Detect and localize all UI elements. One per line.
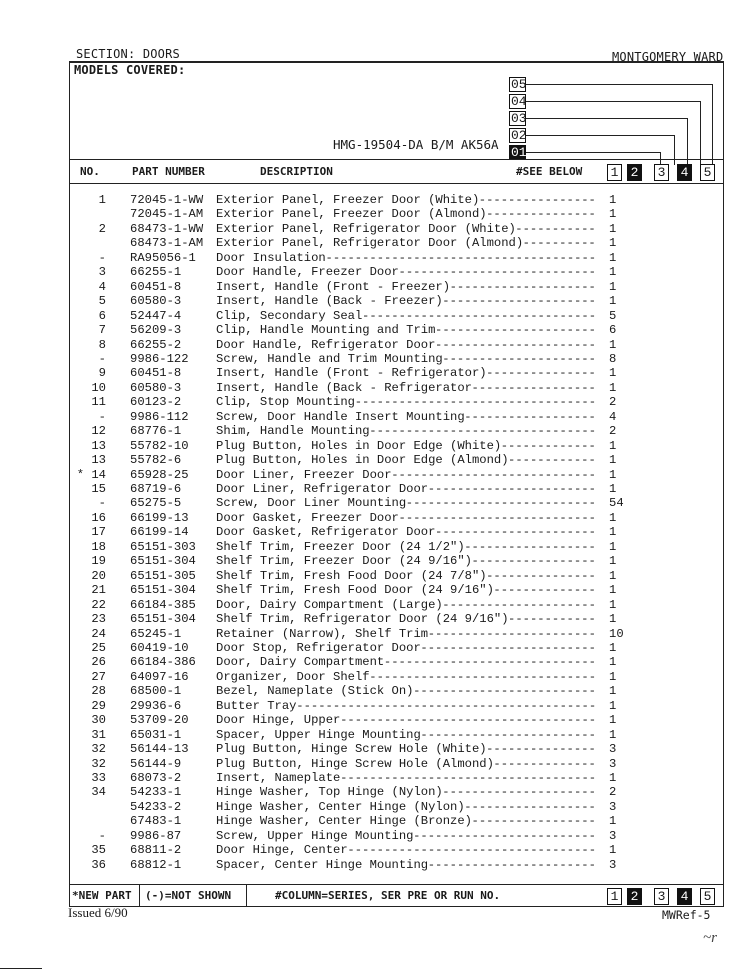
item-number: 21 bbox=[91, 583, 106, 598]
part-number: 56209-3 bbox=[130, 323, 182, 338]
leader-dashes: -------------------- bbox=[449, 279, 596, 294]
series-bracket-line bbox=[526, 84, 712, 85]
quantity: 1 bbox=[609, 438, 617, 453]
series-code-box: 01 bbox=[511, 145, 527, 160]
item-number: 25 bbox=[91, 640, 106, 655]
part-description: Exterior Panel, Refrigerator Door (White) bbox=[216, 221, 516, 236]
part-number: 60580-3 bbox=[130, 380, 182, 395]
leader-dashes: --------------------- bbox=[442, 294, 596, 309]
quantity: 1 bbox=[609, 236, 617, 251]
quantity: 1 bbox=[609, 337, 617, 352]
part-description: Door Liner, Refrigerator Door bbox=[216, 482, 429, 496]
part-description: Shelf Trim, Fresh Food Door (24 9/16") bbox=[216, 583, 494, 598]
item-number: 7 bbox=[98, 323, 106, 338]
leader-dashes: -------------- bbox=[493, 583, 596, 598]
series-bracket-drop bbox=[687, 118, 688, 165]
col-part-number-header: PART NUMBER bbox=[132, 165, 205, 178]
quantity: 1 bbox=[609, 207, 617, 222]
leader-dashes: ----------------- bbox=[471, 554, 596, 569]
series-bracket-line bbox=[526, 152, 660, 153]
leader-dashes: --------------------- bbox=[442, 351, 596, 366]
item-number: 23 bbox=[91, 612, 106, 627]
part-number: 66199-14 bbox=[130, 525, 189, 540]
leader-dashes: -------------------------- bbox=[405, 496, 596, 511]
leader-dashes: ------------------------- bbox=[413, 828, 596, 843]
item-number: 20 bbox=[91, 568, 106, 583]
quantity: 1 bbox=[609, 221, 617, 236]
part-description: Spacer, Upper Hinge Mounting bbox=[216, 727, 421, 742]
leader-dashes: ----------------------------- bbox=[383, 655, 596, 670]
quantity: 1 bbox=[609, 554, 617, 569]
leader-dashes: ----------- bbox=[515, 221, 596, 236]
part-description: Exterior Panel, Freezer Door (Almond) bbox=[216, 207, 487, 222]
leader-dashes: -------------------------------- bbox=[362, 308, 597, 323]
part-description: Shelf Trim, Freezer Door (24 9/16") bbox=[216, 554, 472, 569]
part-description: Insert, Handle (Front - Refrigerator) bbox=[216, 366, 487, 381]
leader-dashes: ------------- bbox=[500, 438, 596, 453]
quantity: 1 bbox=[609, 684, 617, 699]
part-description: Butter Tray bbox=[216, 698, 297, 713]
reference-code: MWRef-5 bbox=[662, 908, 711, 922]
series-bracket-drop bbox=[674, 135, 675, 165]
part-description: Insert, Handle (Back - Refrigerator bbox=[216, 380, 472, 395]
quantity: 1 bbox=[609, 583, 617, 598]
part-number: 68473-1-AM bbox=[130, 236, 204, 251]
part-description: Door Gasket, Refrigerator Door bbox=[216, 525, 436, 540]
item-number: 24 bbox=[91, 626, 106, 641]
part-number: 72045-1-WW bbox=[130, 193, 204, 207]
part-number: RA95056-1 bbox=[130, 250, 196, 265]
item-number: 15 bbox=[91, 482, 106, 496]
part-description: Insert, Nameplate bbox=[216, 771, 341, 785]
leader-dashes: ----------------------- bbox=[427, 482, 596, 496]
item-number: 12 bbox=[91, 424, 106, 439]
part-number: 66199-13 bbox=[130, 510, 189, 525]
part-description: Door Stop, Refrigerator Door bbox=[216, 640, 421, 655]
quantity: 1 bbox=[609, 510, 617, 525]
quantity: 1 bbox=[609, 771, 617, 785]
item-number: - bbox=[98, 496, 106, 511]
leader-dashes: ------------------------- bbox=[413, 684, 596, 699]
leader-dashes: ---------- bbox=[522, 236, 596, 251]
part-number: 54233-2 bbox=[130, 799, 182, 814]
item-number: 11 bbox=[91, 395, 106, 410]
item-number: 13 bbox=[91, 453, 106, 468]
item-number: 17 bbox=[91, 525, 106, 540]
leader-dashes: ------------------------------- bbox=[369, 669, 597, 684]
part-number: 60451-8 bbox=[130, 366, 182, 381]
series-box-3: 3 bbox=[654, 888, 669, 905]
part-number: 65928-25 bbox=[130, 467, 189, 482]
leader-dashes: --------------- bbox=[486, 568, 596, 583]
leader-dashes: --------------------------------- bbox=[354, 395, 597, 410]
item-number: 31 bbox=[91, 727, 106, 742]
leader-dashes: ---------------------- bbox=[435, 337, 596, 352]
series-box-2: 2 bbox=[627, 164, 642, 181]
leader-dashes: ------------------------ bbox=[420, 640, 596, 655]
column-note: #COLUMN=SERIES, SER PRE OR RUN NO. bbox=[275, 889, 501, 902]
leader-dashes: ----------------------------------------- bbox=[296, 698, 597, 713]
item-number: 33 bbox=[91, 771, 106, 785]
part-description: Door, Dairy Compartment bbox=[216, 655, 385, 670]
quantity: 10 bbox=[609, 626, 624, 641]
leader-dashes: ------------------------------- bbox=[369, 424, 597, 439]
part-number: 68719-6 bbox=[130, 482, 182, 496]
footer-rule bbox=[69, 884, 724, 885]
models-covered-label: MODELS COVERED: bbox=[74, 63, 186, 77]
part-description: Retainer (Narrow), Shelf Trim bbox=[216, 626, 429, 641]
item-number: 22 bbox=[91, 597, 106, 612]
item-number: 30 bbox=[91, 713, 106, 728]
leader-dashes: --------------------- bbox=[442, 785, 596, 800]
quantity: 1 bbox=[609, 814, 617, 829]
part-number: 65151-304 bbox=[130, 554, 196, 569]
quantity: 3 bbox=[609, 828, 617, 843]
part-description: Insert, Handle (Back - Freezer) bbox=[216, 294, 443, 309]
item-number: - bbox=[98, 351, 106, 366]
part-description: Exterior Panel, Refrigerator Door (Almond) bbox=[216, 236, 524, 251]
item-number: 2 bbox=[98, 221, 106, 236]
quantity: 1 bbox=[609, 640, 617, 655]
part-number: 55782-10 bbox=[130, 438, 189, 453]
leader-dashes: -------------- bbox=[493, 756, 596, 771]
part-number: 66184-386 bbox=[130, 655, 196, 670]
part-number: 68073-2 bbox=[130, 771, 182, 785]
part-number: 65151-305 bbox=[130, 568, 196, 583]
section-title: SECTION: DOORS bbox=[76, 47, 180, 61]
quantity: 2 bbox=[609, 785, 617, 800]
quantity: 1 bbox=[609, 568, 617, 583]
quantity: 1 bbox=[609, 380, 617, 395]
leader-dashes: ------------ bbox=[508, 612, 596, 627]
quantity: 3 bbox=[609, 756, 617, 771]
part-description: Door Liner, Freezer Door bbox=[216, 467, 392, 482]
item-number: 34 bbox=[91, 785, 106, 800]
part-description: Door Handle, Freezer Door bbox=[216, 265, 399, 280]
item-number: - bbox=[98, 250, 106, 265]
series-bracket-drop bbox=[700, 101, 701, 165]
part-description: Plug Button, Holes in Door Edge (Almond) bbox=[216, 453, 509, 468]
part-number: 64097-16 bbox=[130, 669, 189, 684]
part-number: 67483-1 bbox=[130, 814, 182, 829]
part-number: 54233-1 bbox=[130, 785, 182, 800]
series-code-box: 05 bbox=[511, 77, 527, 92]
series-bracket-line bbox=[526, 135, 674, 136]
quantity: 1 bbox=[609, 525, 617, 540]
part-number: 72045-1-AM bbox=[130, 207, 204, 222]
part-description: Screw, Upper Hinge Mounting bbox=[216, 828, 414, 843]
quantity: 3 bbox=[609, 857, 617, 872]
quantity: 1 bbox=[609, 655, 617, 670]
quantity: 5 bbox=[609, 308, 617, 323]
item-number: 8 bbox=[98, 337, 106, 352]
item-number: 3 bbox=[98, 265, 106, 280]
item-number: 13 bbox=[91, 438, 106, 453]
quantity: 1 bbox=[609, 193, 617, 207]
part-description: Hinge Washer, Center Hinge (Bronze) bbox=[216, 814, 472, 829]
leader-dashes: ---------------------- bbox=[435, 323, 596, 338]
part-description: Plug Button, Hinge Screw Hole (White) bbox=[216, 742, 487, 757]
series-box-3: 3 bbox=[654, 164, 669, 181]
quantity: 1 bbox=[609, 279, 617, 294]
leader-dashes: ------------------------------------- bbox=[325, 250, 597, 265]
part-number: 65031-1 bbox=[130, 727, 182, 742]
part-description: Spacer, Center Hinge Mounting bbox=[216, 857, 429, 872]
item-number: 10 bbox=[91, 380, 106, 395]
model-number: HMG-19504-DA B/M AK56A bbox=[333, 137, 499, 152]
new-part-legend: *NEW PART bbox=[72, 889, 132, 902]
leader-dashes: --------------------------- bbox=[398, 265, 596, 280]
handwritten-mark: ~r bbox=[703, 930, 717, 946]
quantity: 1 bbox=[609, 467, 617, 482]
quantity: 1 bbox=[609, 713, 617, 728]
part-number: 9986-122 bbox=[130, 351, 189, 366]
quantity: 1 bbox=[609, 843, 617, 858]
part-number: 65151-304 bbox=[130, 612, 196, 627]
col-no-header: NO. bbox=[80, 165, 100, 178]
quantity: 4 bbox=[609, 409, 617, 424]
part-number: 68811-2 bbox=[130, 843, 182, 858]
item-number: 32 bbox=[91, 756, 106, 771]
part-number: 9986-87 bbox=[130, 828, 182, 843]
part-description: Exterior Panel, Freezer Door (White) bbox=[216, 193, 480, 207]
leader-dashes: --------------------- bbox=[442, 597, 596, 612]
footer-divider-2 bbox=[246, 884, 247, 906]
part-number: 9986-112 bbox=[130, 409, 189, 424]
quantity: 1 bbox=[609, 250, 617, 265]
quantity: 1 bbox=[609, 698, 617, 713]
col-description-header: DESCRIPTION bbox=[260, 165, 333, 178]
leader-dashes: ---------------------------- bbox=[391, 467, 596, 482]
item-number: 35 bbox=[91, 843, 106, 858]
part-number: 65151-303 bbox=[130, 539, 196, 554]
part-description: Screw, Door Handle Insert Mounting bbox=[216, 409, 465, 424]
part-description: Door Hinge, Center bbox=[216, 843, 348, 858]
part-description: Plug Button, Hinge Screw Hole (Almond) bbox=[216, 756, 494, 771]
leader-dashes: ----------------- bbox=[471, 814, 596, 829]
part-description: Insert, Handle (Front - Freezer) bbox=[216, 279, 451, 294]
series-box-1: 1 bbox=[607, 888, 622, 905]
quantity: 6 bbox=[609, 323, 617, 338]
part-description: Bezel, Nameplate (Stick On) bbox=[216, 684, 414, 699]
quantity: 1 bbox=[609, 539, 617, 554]
series-box-5: 5 bbox=[700, 164, 715, 181]
quantity: 8 bbox=[609, 351, 617, 366]
part-description: Shelf Trim, Fresh Food Door (24 7/8") bbox=[216, 568, 487, 583]
item-number: 4 bbox=[98, 279, 106, 294]
item-number: 5 bbox=[98, 294, 106, 309]
leader-dashes: ----------------------------------- bbox=[340, 713, 597, 728]
series-box-5: 5 bbox=[700, 888, 715, 905]
item-number: 29 bbox=[91, 698, 106, 713]
series-box-1: 1 bbox=[607, 164, 622, 181]
leader-dashes: ---------------------- bbox=[435, 525, 596, 540]
quantity: 1 bbox=[609, 366, 617, 381]
part-description: Hinge Washer, Center Hinge (Nylon) bbox=[216, 799, 465, 814]
item-number: 18 bbox=[91, 539, 106, 554]
item-number: 26 bbox=[91, 655, 106, 670]
leader-dashes: --------------------------- bbox=[398, 510, 596, 525]
series-bracket-drop bbox=[712, 84, 713, 165]
item-number: 16 bbox=[91, 510, 106, 525]
quantity: 1 bbox=[609, 294, 617, 309]
series-code-box: 03 bbox=[511, 111, 527, 126]
part-description: Door Hinge, Upper bbox=[216, 713, 341, 728]
item-number: 36 bbox=[91, 857, 106, 872]
item-number: 27 bbox=[91, 669, 106, 684]
item-number: 1 bbox=[98, 193, 106, 207]
part-number: 29936-6 bbox=[130, 698, 182, 713]
part-number: 66255-1 bbox=[130, 265, 182, 280]
part-number: 68500-1 bbox=[130, 684, 182, 699]
leader-dashes: ------------------ bbox=[464, 799, 596, 814]
part-description: Shim, Handle Mounting bbox=[216, 424, 370, 439]
leader-dashes: ----------------------- bbox=[427, 857, 596, 872]
part-description: Clip, Secondary Seal bbox=[216, 308, 363, 323]
part-number: 56144-13 bbox=[130, 742, 189, 757]
leader-dashes: --------------- bbox=[486, 742, 596, 757]
leader-dashes: ----------------- bbox=[471, 380, 596, 395]
item-number: 6 bbox=[98, 308, 106, 323]
footer-divider-1 bbox=[139, 884, 140, 906]
part-number: 52447-4 bbox=[130, 308, 182, 323]
leader-dashes: --------------- bbox=[486, 207, 596, 222]
header-rule-top bbox=[69, 159, 724, 160]
col-see-below-header: #SEE BELOW bbox=[516, 165, 583, 178]
part-number: 66255-2 bbox=[130, 337, 182, 352]
item-number: - bbox=[98, 409, 106, 424]
quantity: 1 bbox=[609, 669, 617, 684]
part-description: Door Gasket, Freezer Door bbox=[216, 510, 399, 525]
quantity: 1 bbox=[609, 265, 617, 280]
part-description: Shelf Trim, Refrigerator Door (24 9/16") bbox=[216, 612, 509, 627]
series-code-box: 02 bbox=[511, 128, 527, 143]
part-number: 60451-8 bbox=[130, 279, 182, 294]
quantity: 3 bbox=[609, 799, 617, 814]
item-number: 32 bbox=[91, 742, 106, 757]
part-number: 65245-1 bbox=[130, 626, 182, 641]
leader-dashes: ----------------------------------- bbox=[340, 771, 597, 785]
part-number: 60123-2 bbox=[130, 395, 182, 410]
part-number: 68812-1 bbox=[130, 857, 182, 872]
part-description: Plug Button, Holes in Door Edge (White) bbox=[216, 438, 502, 453]
item-number: * 14 bbox=[76, 467, 106, 482]
leader-dashes: ---------------- bbox=[478, 193, 596, 207]
leader-dashes: ----------------------- bbox=[427, 626, 596, 641]
part-description: Clip, Stop Mounting bbox=[216, 395, 355, 410]
part-number: 68776-1 bbox=[130, 424, 182, 439]
brand-name: MONTGOMERY WARD bbox=[612, 50, 724, 64]
scan-edge-mark bbox=[0, 968, 42, 969]
part-description: Door Handle, Refrigerator Door bbox=[216, 337, 436, 352]
series-box-4: 4 bbox=[677, 888, 692, 905]
part-number: 66184-385 bbox=[130, 597, 196, 612]
part-description: Screw, Handle and Trim Mounting bbox=[216, 351, 443, 366]
item-number: 19 bbox=[91, 554, 106, 569]
part-description: Door, Dairy Compartment (Large) bbox=[216, 597, 443, 612]
quantity: 1 bbox=[609, 612, 617, 627]
quantity: 2 bbox=[609, 424, 617, 439]
part-description: Screw, Door Liner Mounting bbox=[216, 496, 407, 511]
part-number: 60419-10 bbox=[130, 640, 189, 655]
series-bracket-line bbox=[526, 101, 700, 102]
quantity: 3 bbox=[609, 742, 617, 757]
item-number: 9 bbox=[98, 366, 106, 381]
leader-dashes: ------------------ bbox=[464, 539, 596, 554]
quantity: 2 bbox=[609, 395, 617, 410]
series-box-2: 2 bbox=[627, 888, 642, 905]
series-box-4: 4 bbox=[677, 164, 692, 181]
part-number: 65151-304 bbox=[130, 583, 196, 598]
quantity: 54 bbox=[609, 496, 624, 511]
part-description: Shelf Trim, Freezer Door (24 1/2") bbox=[216, 539, 465, 554]
part-number: 55782-6 bbox=[130, 453, 182, 468]
part-number: 60580-3 bbox=[130, 294, 182, 309]
part-number: 53709-20 bbox=[130, 713, 189, 728]
leader-dashes: ---------------------------------- bbox=[347, 843, 597, 858]
header-rule-bottom bbox=[69, 183, 724, 184]
leader-dashes: ------------------------ bbox=[420, 727, 596, 742]
item-number: 28 bbox=[91, 684, 106, 699]
leader-dashes: ------------------ bbox=[464, 409, 596, 424]
part-number: 65275-5 bbox=[130, 496, 182, 511]
series-bracket-line bbox=[526, 118, 687, 119]
part-description: Clip, Handle Mounting and Trim bbox=[216, 323, 436, 338]
quantity: 1 bbox=[609, 482, 617, 496]
quantity: 1 bbox=[609, 597, 617, 612]
leader-dashes: --------------- bbox=[486, 366, 596, 381]
series-code-box: 04 bbox=[511, 94, 527, 109]
part-number: 68473-1-WW bbox=[130, 221, 204, 236]
not-shown-legend: (-)=NOT SHOWN bbox=[145, 889, 232, 902]
part-number: 56144-9 bbox=[130, 756, 182, 771]
issued-date: Issued 6/90 bbox=[68, 905, 128, 920]
part-description: Organizer, Door Shelf bbox=[216, 669, 370, 684]
quantity: 1 bbox=[609, 453, 617, 468]
part-description: Hinge Washer, Top Hinge (Nylon) bbox=[216, 785, 443, 800]
leader-dashes: ------------ bbox=[508, 453, 596, 468]
part-description: Door Insulation bbox=[216, 250, 326, 265]
quantity: 1 bbox=[609, 727, 617, 742]
item-number: - bbox=[98, 828, 106, 843]
